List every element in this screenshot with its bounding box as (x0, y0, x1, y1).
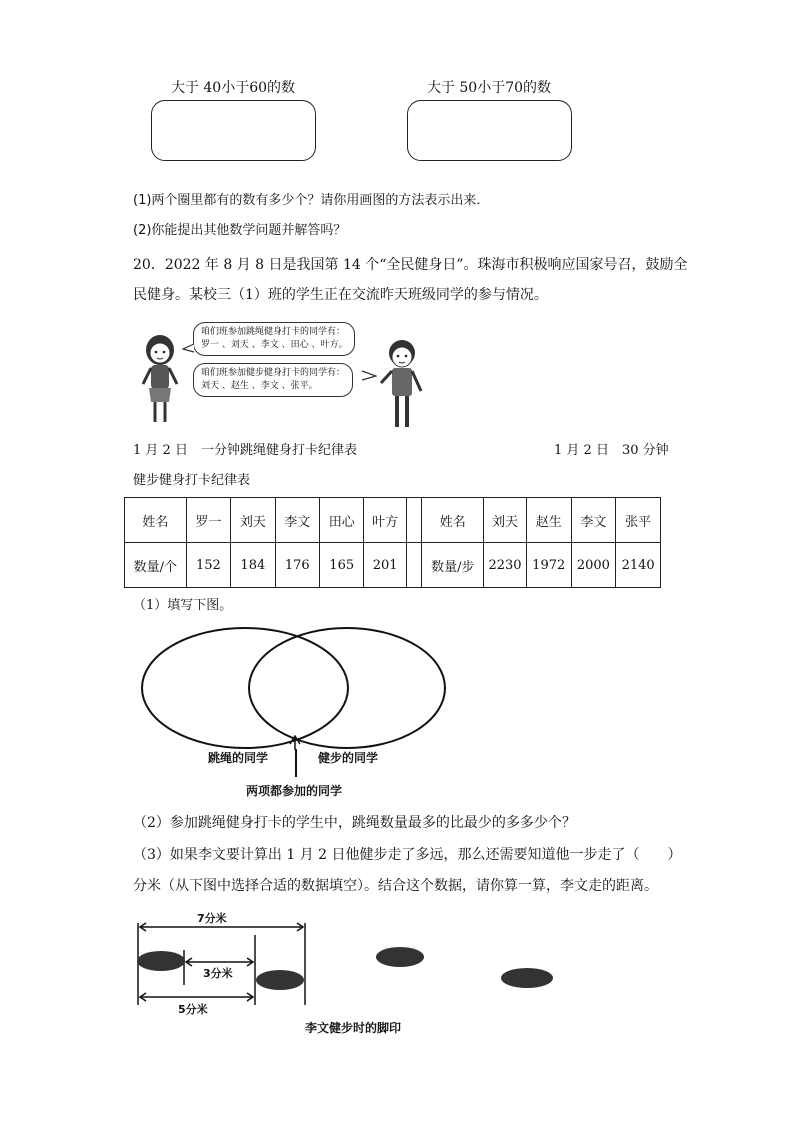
bubble2-line2: 刘天 、赵生 、李文 、张平。 (201, 381, 318, 391)
footprint-icon (501, 968, 553, 988)
q19-part1: (1)两个圈里都有的数有多少个？请你用画图的方法表示出来． (133, 193, 490, 208)
venn-pointer-line (295, 749, 297, 777)
table-cell: 数量/步 (422, 543, 484, 588)
table-cell: 赵生 (526, 498, 571, 543)
speech-bubble-walking (193, 363, 353, 397)
boy-illustration (375, 335, 430, 435)
venn-label-right: 健步的同学 (318, 751, 379, 765)
bubble1-line2: 罗一 、刘天 、李文 、田心 、叶方。 (201, 340, 348, 350)
q20-part3-line1: （3）如果李文要计算出 1 月 2 日他健步走了多远，那么还需要知道他一步走了（ ） (133, 847, 682, 863)
table-cell: 152 (186, 543, 230, 588)
footprint-label-5: 5分米 (178, 1003, 208, 1016)
girl-illustration (135, 330, 185, 430)
table-cell: 刘天 (231, 498, 275, 543)
footprint-icon (256, 970, 304, 990)
bubble1-tail (182, 343, 196, 353)
q20-intro-line1: 20．2022 年 8 月 8 日是我国第 14 个“全民健身日”。珠海市积极响应国家号召，鼓励全 (133, 257, 688, 273)
table-caption-right: 1 月 2 日 30 分钟 (554, 443, 669, 458)
records-table (124, 497, 661, 588)
table-gap-cell (406, 498, 422, 543)
footprint-icon (376, 947, 424, 967)
footprint-label-7: 7分米 (197, 912, 227, 925)
footprint-caption: 李文健步时的脚印 (305, 1021, 402, 1035)
bubble1-line1: 咱们班参加跳绳健身打卡的同学有： (201, 327, 346, 337)
table-cell: 姓名 (422, 498, 484, 543)
venn-left-ellipse[interactable] (142, 628, 348, 748)
table-cell: 叶方 (364, 498, 406, 543)
footprint-label-3: 3分米 (203, 967, 233, 980)
venn-label-both: 两项都参加的同学 (246, 784, 343, 798)
table-cell: 数量/个 (125, 543, 187, 588)
table-cell: 姓名 (125, 498, 187, 543)
table-cell: 2230 (484, 543, 527, 588)
venn-diagram (130, 620, 460, 750)
table-cell: 1972 (526, 543, 571, 588)
table-cell: 李文 (275, 498, 319, 543)
q20-part1: （1）填写下图。 (133, 598, 233, 613)
table-cell: 张平 (616, 498, 661, 543)
table-cell: 田心 (320, 498, 364, 543)
table-cell: 2140 (616, 543, 661, 588)
right-box-label: 大于 50小于70的数 (426, 80, 552, 96)
table-cell: 201 (364, 543, 406, 588)
table-caption-left: 1 月 2 日 一分钟跳绳健身打卡纪律表 (133, 443, 357, 458)
table-cell: 165 (320, 543, 364, 588)
table-cell: 李文 (571, 498, 616, 543)
speech-bubble-jump-rope (193, 322, 355, 356)
table-cell: 罗一 (186, 498, 230, 543)
bubble2-line1: 咱们班参加健步健身打卡的同学有： (201, 368, 346, 378)
q20-part2: （2）参加跳绳健身打卡的学生中，跳绳数量最多的比最少的多多少个？ (133, 815, 576, 831)
q20-intro-line2: 民健身。某校三（1）班的学生正在交流昨天班级同学的参与情况。 (133, 287, 548, 303)
table-cell: 2000 (571, 543, 616, 588)
table-caption-second: 健步健身打卡纪律表 (133, 473, 251, 488)
left-answer-box[interactable] (151, 100, 316, 161)
table-gap-cell (406, 543, 422, 588)
table-cell: 176 (275, 543, 319, 588)
q19-part2: (2)你能提出其他数学问题并解答吗？ (133, 223, 347, 238)
table-row (125, 543, 661, 588)
footprint-icon (137, 951, 185, 971)
q20-part3-line2: 分米（从下图中选择合适的数据填空）。结合这个数据，请你算一算，李文走的距离。 (133, 878, 658, 894)
left-box-label: 大于 40小于60的数 (170, 80, 296, 96)
table-cell: 刘天 (484, 498, 527, 543)
right-answer-box[interactable] (407, 100, 572, 161)
venn-label-left: 跳绳的同学 (208, 751, 269, 765)
table-cell: 184 (231, 543, 275, 588)
table-row (125, 498, 661, 543)
